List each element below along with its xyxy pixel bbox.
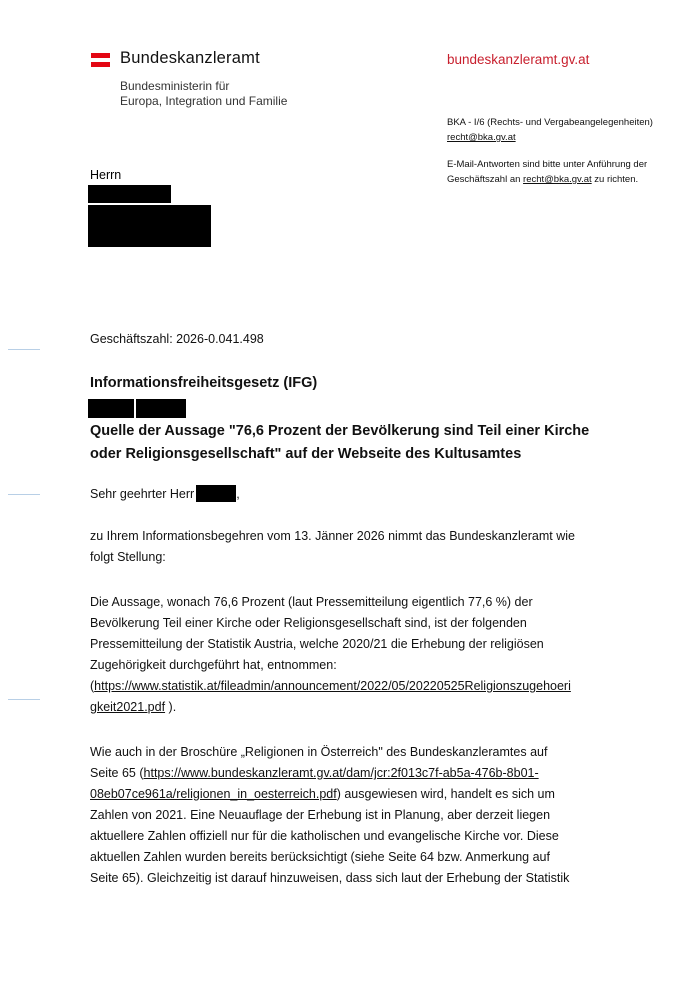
brochure-link-part-1[interactable]: https://www.bundeskanzleramt.gv.at/dam/jcr:2f013c7f-ab5a-476b-8b01-	[143, 766, 539, 780]
paragraph-1-line-1: zu Ihrem Informationsbegehren vom 13. Jänner 2026 nimmt das Bundeskanzleramt wie	[90, 529, 575, 543]
paragraph-3-line-7: Seite 65). Gleichzeitig ist darauf hinzuweisen, dass sich laut der Erhebung der Statistik	[90, 871, 570, 885]
contact-email-link[interactable]: recht@bka.gv.at	[447, 132, 516, 143]
subject-line-2: oder Religionsgesellschaft" auf der Webseite des Kultusamtes	[90, 446, 522, 462]
redacted-recipient-address	[88, 205, 211, 247]
document-heading: Informationsfreiheitsgesetz (IFG)	[90, 375, 318, 391]
website-link[interactable]: bundeskanzleramt.gv.at	[447, 52, 590, 67]
punch-mark	[8, 494, 40, 495]
recipient-salutation: Herrn	[90, 168, 122, 182]
statistik-link-part-1[interactable]: https://www.statistik.at/fileadmin/announcement/2022/05/20220525Religionszugehoeri	[94, 679, 571, 693]
austria-flag-logo-stripe-bottom	[91, 62, 110, 67]
paragraph-1-line-2: folgt Stellung:	[90, 550, 166, 564]
greeting-suffix: ,	[236, 487, 240, 501]
subject-line-1: Quelle der Aussage "76,6 Prozent der Bevölkerung sind Teil einer Kirche	[90, 423, 590, 439]
paragraph-3	[90, 742, 610, 889]
link-close-paren: ).	[165, 700, 177, 714]
ministry-line-2: Europa, Integration und Familie	[120, 94, 288, 108]
fold-mark-bottom	[8, 699, 40, 700]
redacted-field-1	[88, 399, 134, 418]
statistik-link-part-2[interactable]: gkeit2021.pdf	[90, 700, 166, 714]
paragraph-3-line-5: aktuellere Zahlen offiziell nur für die katholischen und evangelische Kirche vor. Diese	[90, 829, 559, 843]
paragraph-2-line-2: Bevölkerung Teil einer Kirche oder Religionsgesellschaft sind, ist der folgenden	[90, 616, 527, 630]
reply-email-link[interactable]: recht@bka.gv.at	[523, 174, 592, 185]
paragraph-3-line-4: Zahlen von 2021. Eine Neuauflage der Erhebung ist in Planung, aber derzeit liegen	[90, 808, 551, 822]
paragraph-2-line-1: Die Aussage, wonach 76,6 Prozent (laut Pressemitteilung eigentlich 77,6 %) der	[90, 595, 533, 609]
reply-note-prefix: Geschäftszahl an	[447, 174, 524, 185]
greeting-text: Sehr geehrter Herr	[90, 487, 195, 501]
redacted-recipient-name	[88, 185, 171, 203]
ministry-line-1: Bundesministerin für	[120, 79, 230, 93]
paragraph-2-line-4: Zugehörigkeit durchgeführt hat, entnommen:	[90, 658, 337, 672]
reference-number: Geschäftszahl: 2026-0.041.498	[90, 332, 264, 346]
greeting	[90, 484, 610, 505]
org-name: Bundeskanzleramt	[120, 49, 260, 67]
reply-note	[447, 157, 647, 187]
paragraph-2-line-3: Pressemitteilung der Statistik Austria, welche 2020/21 die Erhebung der religiösen	[90, 637, 544, 651]
paragraph-1	[90, 526, 610, 568]
brochure-link-part-2[interactable]: 08eb07ce961a/religionen_in_oesterreich.pdf	[90, 787, 337, 801]
redacted-field-2	[136, 399, 186, 418]
redacted-greeting-name	[196, 485, 236, 502]
paragraph-2	[90, 592, 610, 718]
paragraph-3-line-3-suffix: ) ausgewiesen wird, handelt es sich um	[336, 787, 555, 801]
paragraph-3-line-1: Wie auch in der Broschüre „Religionen in Österreich" des Bundeskanzleramtes auf	[90, 745, 548, 759]
reply-note-line-1: E-Mail-Antworten sind bitte unter Anführung der	[447, 159, 648, 170]
contact-block	[447, 115, 653, 145]
paragraph-3-line-2-prefix: Seite 65 (	[90, 766, 144, 780]
subject	[90, 420, 610, 466]
paragraph-3-line-6: aktuellen Zahlen wurden bereits berücksichtigt (siehe Seite 64 bzw. Anmerkung auf	[90, 850, 550, 864]
ministry-name	[120, 79, 287, 109]
department-line: BKA - I/6 (Rechts- und Vergabeangelegenheiten)	[447, 117, 653, 128]
fold-mark-top	[8, 349, 40, 350]
reply-note-suffix: zu richten.	[591, 174, 639, 185]
link-open-paren: (	[90, 679, 95, 693]
